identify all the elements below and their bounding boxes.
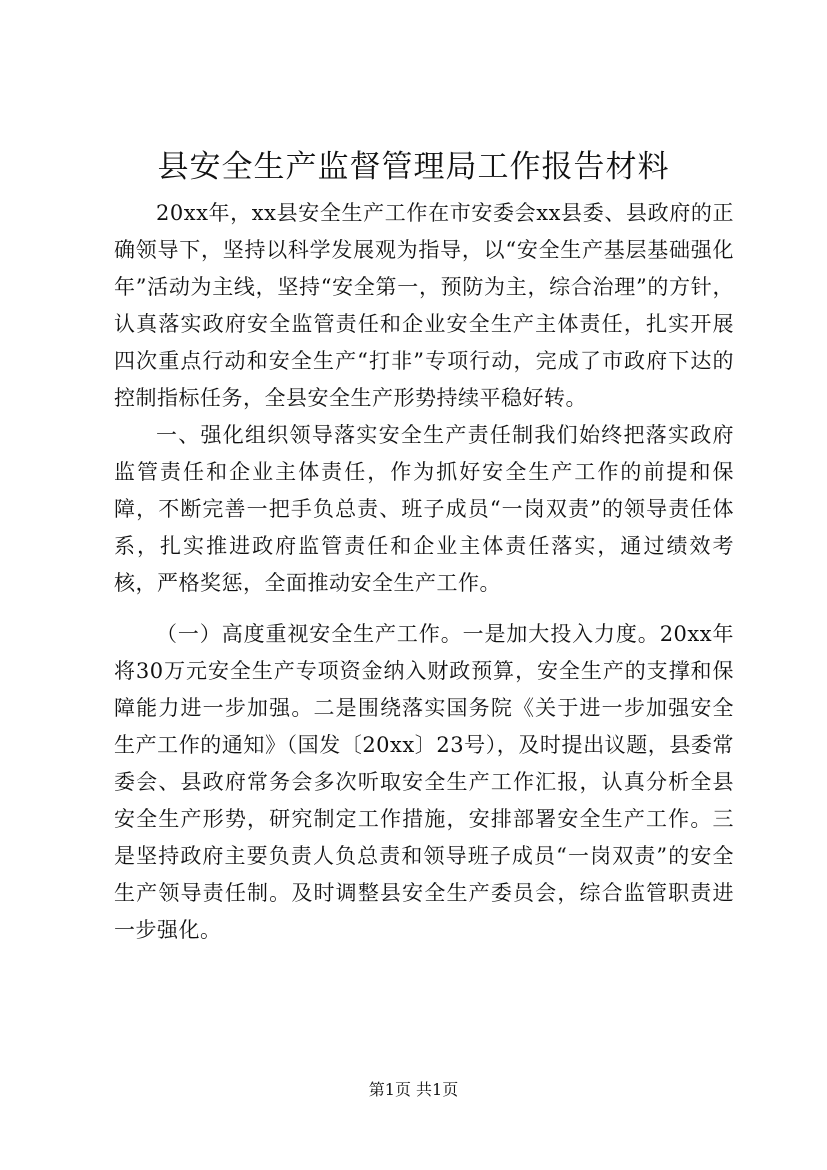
page-footer: 第1页 共1页 [368,1080,459,1099]
paragraph-section-1: 一、强化组织领导落实安全生产责任制我们始终把落实政府监管责任和企业主体责任，作为抓好安全生产工作的前提和保障，不断完善一把手负总责、班子成员“一岗双责”的领导责任体系，扎实推进政府监管责任和企业主体责任落实，通过绩效考核，严格奖惩，全面推动安全生产工作。 [114,423,734,595]
paragraph-intro: 20xx年，xx县安全生产工作在市安委会xx县委、县政府的正确领导下，坚持以科学发展观为指导，以“安全生产基层基础强化年”活动为主线，坚持“安全第一，预防为主，综合治理”的方针，认真落实政府安全监管责任和企业安全生产主体责任，扎实开展四次重点行动和安全生产“打非”专项行动，完成了市政府下达的控制指标任务，全县安全生产形势持续平稳好转。 [114,201,734,410]
paragraph-subsection-1: （一）高度重视安全生产工作。一是加大投入力度。20xx年将30万元安全生产专项资金纳入财政预算，安全生产的支撑和保障能力进一步加强。二是围绕落实国务院《关于进一步加强安全生产工作的通知》（国发〔20xx〕23号），及时提出议题，县委常委会、县政府常务会多次听取安全生产工作汇报，认真分析全县安全生产形势，研究制定工作措施，安排部署安全生产工作。三是坚持政府主要负责人负总责和领导班子成员“一岗双责”的安全生产领导责任制。及时调整县安全生产委员会，综合监管职责进一步强化。 [114,622,734,942]
document-title: 县安全生产监督管理局工作报告材料 [157,149,670,185]
document-body [114,195,734,949]
